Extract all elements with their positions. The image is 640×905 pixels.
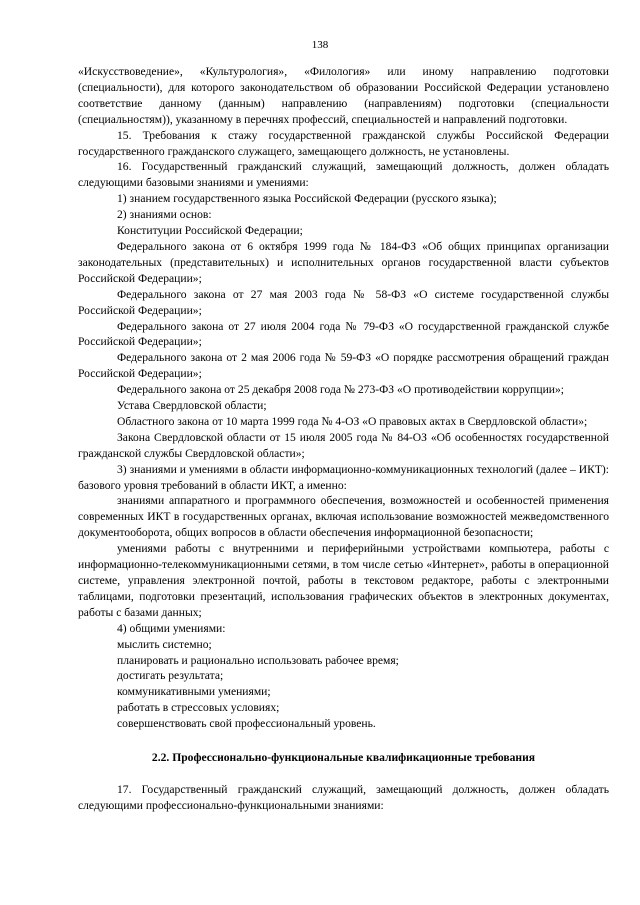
paragraph: Федерального закона от 25 декабря 2008 года № 273-ФЗ «О противодействии коррупции»; <box>117 383 565 397</box>
paragraph: 17. Государственный гражданский служащий, замещающий должность, должен обладать следующими профессионально-функциональными знаниями: <box>78 782 609 812</box>
paragraph: Федерального закона от 27 мая 2003 года № 58-ФЗ «О системе государственной службы Российской Федерации»; <box>78 287 609 317</box>
paragraph: Федерального закона от 2 мая 2006 года № 59-ФЗ «О порядке рассмотрения обращений граждан Российской Федерации»; <box>78 351 609 381</box>
paragraph: 1) знанием государственного языка Российской Федерации (русского языка); <box>117 192 497 206</box>
paragraph: 16. Государственный гражданский служащий, замещающий должность, должен обладать следующими базовыми знаниями и умениями: <box>78 160 609 190</box>
paragraph: планировать и рационально использовать рабочее время; <box>117 653 399 667</box>
paragraph: 3) знаниями и умениями в области информационно-коммуникационных технологий (далее – ИКТ): базового уровня требований в области ИКТ, а именно: <box>78 462 609 492</box>
paragraph: достигать результата; <box>117 669 224 683</box>
paragraph: работать в стрессовых условиях; <box>117 701 280 715</box>
paragraph: Областного закона от 10 марта 1999 года № 4-ОЗ «О правовых актах в Свердловской области»; <box>117 414 588 428</box>
paragraph: совершенствовать свой профессиональный уровень. <box>117 717 376 731</box>
paragraph: знаниями аппаратного и программного обеспечения, возможностей и особенностей применения современных ИКТ в государственных органах, включая использование возможностей межведомственного документооборота, общих вопросов в области обеспечения информационной безопасности; <box>78 494 609 540</box>
document-body <box>78 64 609 814</box>
page-number: 138 <box>311 39 329 51</box>
paragraph: 4) общими умениями: <box>117 621 226 635</box>
paragraph: Федерального закона от 27 июля 2004 года № 79-ФЗ «О государственной гражданской службе Российской Федерации»; <box>78 319 609 349</box>
paragraph: Устава Свердловской области; <box>117 399 267 413</box>
paragraph: «Искусствоведение», «Культурология», «Филология» или иному направлению подготовки (специальности), для которого законодательством об образовании Российской Федерации установлено соответствие данному (данным) направлению (направлениям) подготовки (специальности (специальностям)), указанному в перечнях профессий, специальностей и направлений подготовки. <box>78 65 609 126</box>
paragraph: Закона Свердловской области от 15 июля 2005 года № 84-ОЗ «Об особенностях государственной гражданской службы Свердловской области»; <box>78 430 609 460</box>
section-heading: 2.2. Профессионально-функциональные квалификационные требования <box>151 751 536 765</box>
paragraph: 2) знаниями основ: <box>117 208 212 222</box>
paragraph: 15. Требования к стажу государственной гражданской службы Российской Федерации государственного гражданского служащего, замещающего должность, не установлены. <box>78 128 609 158</box>
paragraph: коммуникативными умениями; <box>117 685 271 699</box>
paragraph: мыслить системно; <box>117 637 212 651</box>
paragraph: Конституции Российской Федерации; <box>117 224 303 238</box>
paragraph: умениями работы с внутренними и периферийными устройствами компьютера, работы с информационно-телекоммуникационными сетями, в том числе сетью «Интернет», работы в операционной системе, управления электронной почтой, работы в текстовом редакторе, работы с электронными таблицами, подготовки презентаций, использования графических объектов в электронных документах, работы с базами данных; <box>78 542 609 619</box>
paragraph: Федерального закона от 6 октября 1999 года № 184-ФЗ «Об общих принципах организации законодательных (представительных) и исполнительных органов государственной власти субъектов Российской Федерации»; <box>78 239 609 285</box>
